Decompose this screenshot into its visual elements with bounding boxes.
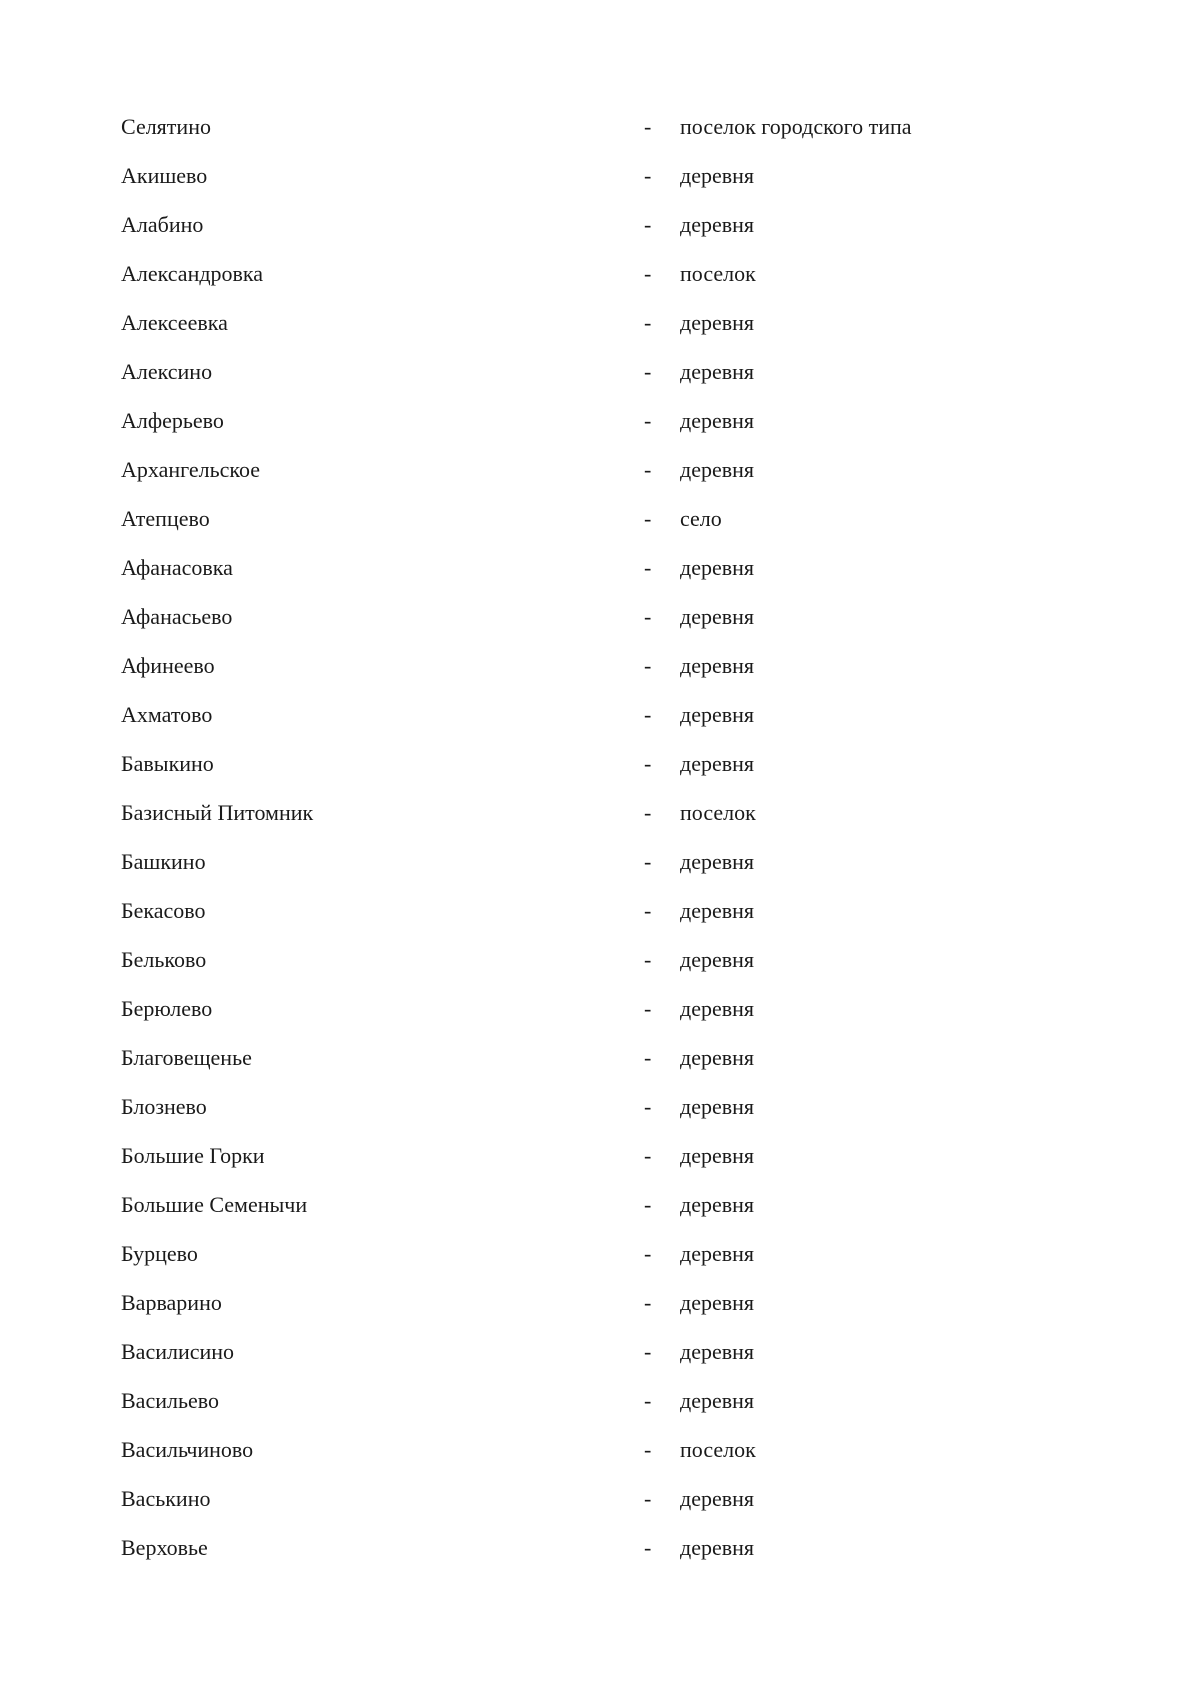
list-item xyxy=(121,788,1121,837)
settlement-type: деревня xyxy=(680,1290,755,1315)
separator-dash: - xyxy=(644,898,652,923)
separator-dash: - xyxy=(644,1339,652,1364)
list-item xyxy=(121,298,1121,347)
list-item xyxy=(121,1376,1121,1425)
separator-dash: - xyxy=(644,702,652,727)
settlement-type: деревня xyxy=(680,555,755,580)
list-item xyxy=(121,1425,1121,1474)
list-item xyxy=(121,1082,1121,1131)
separator-dash: - xyxy=(644,555,652,580)
settlement-type: поселок xyxy=(680,800,756,825)
settlement-name: Базисный Питомник xyxy=(121,800,314,825)
list-item xyxy=(121,347,1121,396)
settlement-type: деревня xyxy=(680,1388,755,1413)
separator-dash: - xyxy=(644,310,652,335)
settlement-type: деревня xyxy=(680,1094,755,1119)
separator-dash: - xyxy=(644,800,652,825)
settlement-type: деревня xyxy=(680,163,755,188)
settlement-type: деревня xyxy=(680,849,755,874)
settlement-name: Верховье xyxy=(121,1535,208,1560)
list-item xyxy=(121,543,1121,592)
settlement-type: деревня xyxy=(680,212,755,237)
settlement-name: Акишево xyxy=(121,163,208,188)
list-item xyxy=(121,1229,1121,1278)
separator-dash: - xyxy=(644,1486,652,1511)
settlement-name: Василисино xyxy=(121,1339,235,1364)
settlement-type: деревня xyxy=(680,1339,755,1364)
settlement-type: деревня xyxy=(680,1192,755,1217)
settlement-name: Васильчиново xyxy=(121,1437,254,1462)
settlement-name: Алексино xyxy=(121,359,213,384)
separator-dash: - xyxy=(644,604,652,629)
separator-dash: - xyxy=(644,1094,652,1119)
separator-dash: - xyxy=(644,1290,652,1315)
settlement-type: село xyxy=(680,506,722,531)
list-item xyxy=(121,1131,1121,1180)
settlement-type: поселок xyxy=(680,261,756,286)
separator-dash: - xyxy=(644,212,652,237)
separator-dash: - xyxy=(644,114,652,139)
settlement-name: Афанасьево xyxy=(121,604,233,629)
settlement-name: Атепцево xyxy=(121,506,210,531)
separator-dash: - xyxy=(644,1143,652,1168)
separator-dash: - xyxy=(644,1437,652,1462)
settlement-name: Большие Семенычи xyxy=(121,1192,308,1217)
separator-dash: - xyxy=(644,1535,652,1560)
settlement-name: Афанасовка xyxy=(121,555,233,580)
settlement-type: деревня xyxy=(680,1143,755,1168)
settlement-name: Селятино xyxy=(121,114,211,139)
settlement-type: деревня xyxy=(680,1045,755,1070)
separator-dash: - xyxy=(644,996,652,1021)
list-item xyxy=(121,151,1121,200)
separator-dash: - xyxy=(644,849,652,874)
separator-dash: - xyxy=(644,751,652,776)
settlement-type: деревня xyxy=(680,359,755,384)
settlement-type: деревня xyxy=(680,653,755,678)
list-item xyxy=(121,935,1121,984)
list-item xyxy=(121,1180,1121,1229)
settlement-type: деревня xyxy=(680,1535,755,1560)
settlement-name: Бельково xyxy=(121,947,207,972)
separator-dash: - xyxy=(644,1192,652,1217)
list-item xyxy=(121,494,1121,543)
list-item xyxy=(121,886,1121,935)
separator-dash: - xyxy=(644,408,652,433)
settlement-name: Васильево xyxy=(121,1388,219,1413)
separator-dash: - xyxy=(644,1045,652,1070)
separator-dash: - xyxy=(644,1388,652,1413)
list-item xyxy=(121,641,1121,690)
settlement-name: Александровка xyxy=(121,261,264,286)
list-item xyxy=(121,102,1121,151)
list-item xyxy=(121,1327,1121,1376)
list-item xyxy=(121,1474,1121,1523)
settlement-list xyxy=(121,102,1121,1572)
settlement-name: Варварино xyxy=(121,1290,222,1315)
list-item xyxy=(121,1033,1121,1082)
separator-dash: - xyxy=(644,359,652,384)
settlement-name: Алексеевка xyxy=(121,310,228,335)
separator-dash: - xyxy=(644,163,652,188)
settlement-name: Архангельское xyxy=(121,457,261,482)
settlement-name: Большие Горки xyxy=(121,1143,265,1168)
settlement-type: деревня xyxy=(680,1486,755,1511)
settlement-type: деревня xyxy=(680,1241,755,1266)
list-item xyxy=(121,445,1121,494)
separator-dash: - xyxy=(644,506,652,531)
settlement-name: Ахматово xyxy=(121,702,213,727)
separator-dash: - xyxy=(644,653,652,678)
settlement-name: Афинеево xyxy=(121,653,215,678)
settlement-type: деревня xyxy=(680,751,755,776)
separator-dash: - xyxy=(644,947,652,972)
list-item xyxy=(121,1523,1121,1572)
separator-dash: - xyxy=(644,457,652,482)
separator-dash: - xyxy=(644,261,652,286)
settlement-type: деревня xyxy=(680,408,755,433)
list-item xyxy=(121,200,1121,249)
settlement-type: деревня xyxy=(680,898,755,923)
settlement-name: Берюлево xyxy=(121,996,213,1021)
list-item xyxy=(121,690,1121,739)
settlement-type: деревня xyxy=(680,457,755,482)
settlement-name: Бекасово xyxy=(121,898,206,923)
settlement-name: Бурцево xyxy=(121,1241,198,1266)
settlement-type: деревня xyxy=(680,604,755,629)
settlement-name: Блознево xyxy=(121,1094,207,1119)
settlement-type: деревня xyxy=(680,310,755,335)
list-item xyxy=(121,837,1121,886)
list-item xyxy=(121,249,1121,298)
settlement-name: Башкино xyxy=(121,849,206,874)
settlement-type: поселок xyxy=(680,1437,756,1462)
list-item xyxy=(121,1278,1121,1327)
settlement-type: деревня xyxy=(680,702,755,727)
settlement-name: Васькино xyxy=(121,1486,211,1511)
settlement-type: деревня xyxy=(680,996,755,1021)
settlement-name: Алабино xyxy=(121,212,204,237)
list-item xyxy=(121,396,1121,445)
list-item xyxy=(121,592,1121,641)
settlement-name: Алферьево xyxy=(121,408,224,433)
list-item xyxy=(121,739,1121,788)
settlement-name: Бавыкино xyxy=(121,751,214,776)
settlement-name: Благовещенье xyxy=(121,1045,252,1070)
list-item xyxy=(121,984,1121,1033)
settlement-type: поселок городского типа xyxy=(680,114,912,139)
settlement-type: деревня xyxy=(680,947,755,972)
separator-dash: - xyxy=(644,1241,652,1266)
